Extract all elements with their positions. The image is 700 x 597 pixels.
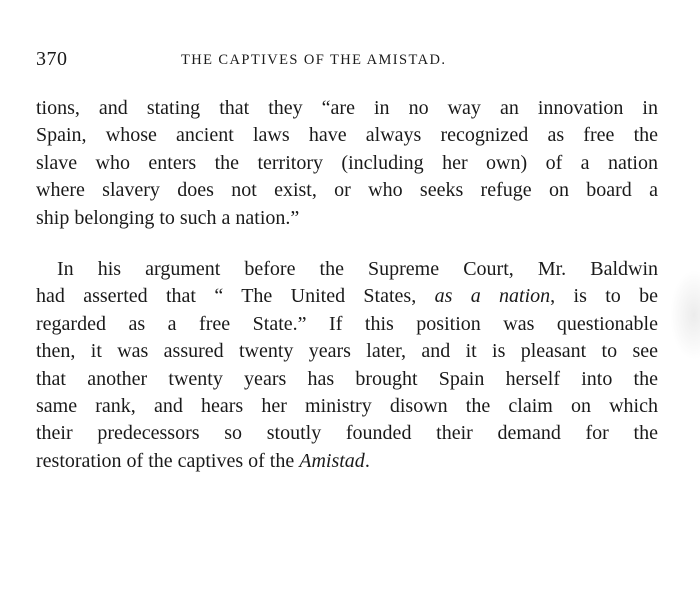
- paragraph-1-line: where slavery does not exist, or who seeks refuge on board a: [36, 179, 658, 202]
- paragraph-1-line: ship belonging to such a nation.”: [36, 206, 300, 229]
- paragraph-2-line: [36, 283, 658, 310]
- body-text: [36, 95, 658, 475]
- paragraph-2-line: that another twenty years has brought Spain herself into the: [36, 367, 658, 390]
- page-smudge: [670, 270, 700, 360]
- page-number: 370: [36, 48, 68, 70]
- paragraph-1-line: tions, and stating that they “are in no way an innovation in: [36, 97, 658, 119]
- paragraph-1-line: slave who enters the territory (including her own) of a nation: [36, 151, 658, 174]
- paragraph-2-line: [36, 448, 658, 475]
- line-text: restoration of the captives of the: [36, 449, 300, 472]
- line-text: , is to be: [550, 285, 658, 308]
- italic-ship-name: Amistad: [299, 449, 365, 472]
- paragraph-gap: [36, 232, 658, 256]
- paragraph-2: [36, 256, 658, 475]
- paragraph-1-line: Spain, whose ancient laws have always recognized as free the: [36, 124, 658, 147]
- paragraph-2-line: In his argument before the Supreme Court, Mr. Baldwin: [57, 257, 658, 280]
- paragraph-2-line: regarded as a free State.” If this position was questionable: [36, 312, 658, 335]
- italic-phrase: as a nation: [434, 285, 551, 308]
- line-text: .: [364, 449, 370, 472]
- paragraph-2-line: then, it was assured twenty years later, and it is pleasant to see: [36, 340, 658, 363]
- running-head: [36, 48, 658, 74]
- paragraph-1: [36, 95, 658, 232]
- line-text: had asserted that “ The United States,: [36, 285, 435, 308]
- running-title: THE CAPTIVES OF THE AMISTAD.: [181, 52, 447, 68]
- paragraph-2-line: their predecessors so stoutly founded their demand for the: [36, 422, 658, 445]
- paragraph-2-line: same rank, and hears her ministry disown the claim on which: [36, 394, 658, 417]
